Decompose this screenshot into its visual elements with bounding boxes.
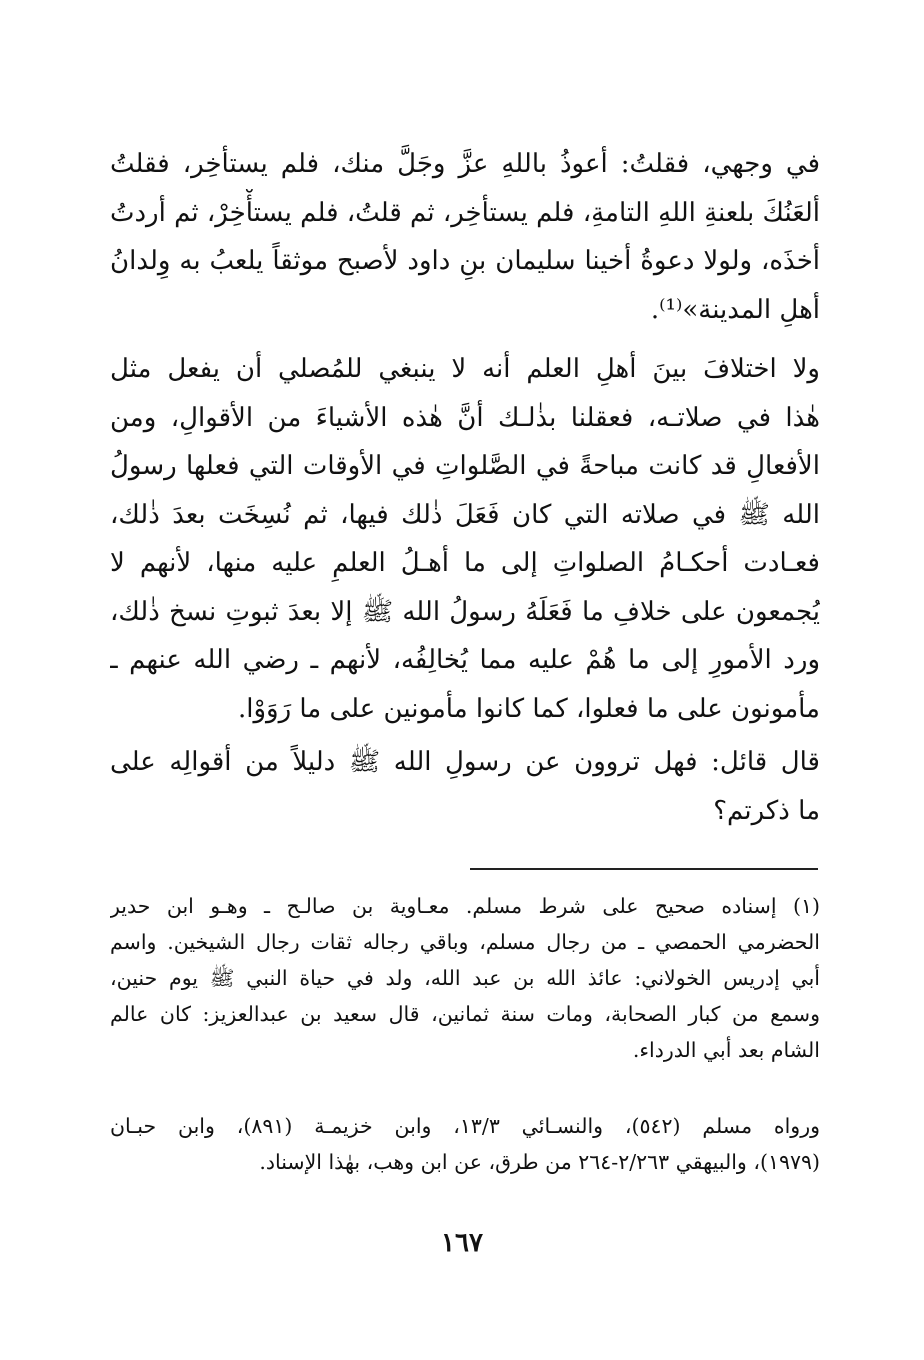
footnote-line: (١٩٧٩)، والبيهقي ٢/٢٦٣-٢٦٤ من طرق، عن ابن وهب، بهٰذا الإسناد.	[259, 1150, 820, 1174]
text-line: ولا اختلافَ بينَ أهلِ العلم أنه لا ينبغي للمُصلي أن يفعل مثل	[110, 354, 820, 384]
text-line: ألعَنُكَ بلعنةِ اللهِ التامةِ، فلم يستأخِر، ثم قلتُ، فلم يستأْخِرْ، ثم أردتُ	[110, 197, 820, 228]
text-line: ورد الأمورِ إلى ما هُمْ عليه مما يُخالِفُه، لأنهم ـ رضي الله عنهم ـ	[110, 645, 820, 675]
footnote-2	[110, 1108, 820, 1180]
text-line: يُجمعون على خلافِ ما فَعَلَهُ رسولُ الله ﷺ إلا بعدَ ثبوتِ نسخ ذٰلك،	[110, 596, 820, 627]
text-line: في وجهي، فقلتُ: أعوذُ باللهِ عزَّ وجَلَّ منك، فلم يستأخِر، فقلتُ	[110, 149, 820, 179]
text-line: قال قائل: فهل تروون عن رسولِ الله ﷺ دليلاً من أقوالِه على	[110, 747, 820, 777]
text-line: ما ذكرتم؟	[713, 795, 820, 826]
page-number: ١٦٧	[441, 1228, 483, 1258]
footnote-1	[110, 888, 820, 1068]
text-line: مأمونون على ما فعلوا، كما كانوا مأمونين على ما رَوَوْا.	[237, 693, 820, 724]
text-line: أهلِ المدينة»⁽¹⁾.	[650, 294, 820, 325]
footnote-line: (١) إسناده صحيح على شرط مسلم. معـاوية بن صالـح ـ وهـو ابن حدير	[110, 894, 820, 918]
text-line: أخذَه، ولولا دعوةُ أخينا سليمان بنِ داود لأصبح موثقاً يلعبُ به وِلدانُ	[110, 246, 820, 276]
paragraph-1	[110, 140, 820, 334]
footnote-divider	[470, 868, 818, 870]
paragraph-2	[110, 345, 820, 733]
paragraph-3	[110, 738, 820, 835]
text-line: هٰذا في صلاتـه، فعقلنا بذٰلـك أنَّ هٰذه الأشياءَ من الأقوالِ، ومن	[110, 402, 820, 433]
footnote-line: ورواه مسلم (٥٤٢)، والنسـائي ١٣/٣، وابن خزيمـة (٨٩١)، وابن حبـان	[110, 1114, 820, 1138]
footnote-line: الشام بعد أبي الدرداء.	[632, 1038, 820, 1062]
footnote-line: وسمع من كبار الصحابة، ومات سنة ثمانين، قال سعيد بن عبدالعزيز: كان عالم	[110, 1002, 820, 1026]
text-line: فعـادت أحكـامُ الصلواتِ إلى ما أهـلُ العلمِ عليه منها، لأنهم لا	[110, 548, 820, 578]
text-line: الأفعالِ قد كانت مباحةً في الصَّلواتِ في الأوقات التي فعلها رسولُ	[110, 451, 820, 481]
footnote-line: أبي إدريس الخولاني: عائذ الله بن عبد الله، ولد في حياة النبي ﷺ يوم حنين،	[110, 966, 820, 990]
text-line: الله ﷺ في صلاته التي كان فَعَلَ ذٰلك فيها، ثم نُسِخَت بعدَ ذٰلك،	[110, 499, 820, 530]
footnote-line: الحضرمي الحمصي ـ من رجال مسلم، وباقي رجاله ثقات رجال الشيخين. واسم	[110, 930, 820, 954]
